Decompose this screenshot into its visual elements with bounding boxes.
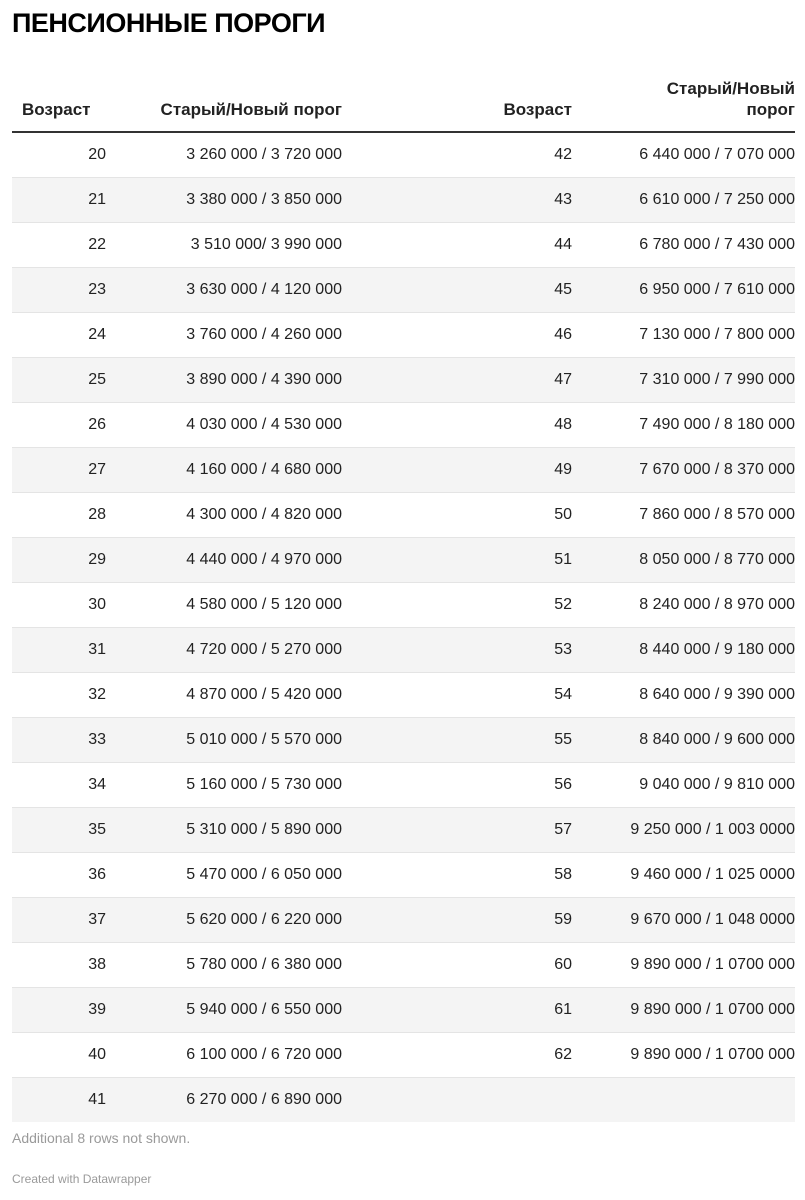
table-row — [12, 1077, 795, 1122]
cell-threshold-right: 6 780 000 / 7 430 000 — [572, 222, 795, 267]
table-body — [12, 132, 795, 1122]
cell-age-left: 30 — [12, 582, 106, 627]
cell-threshold-left: 5 470 000 / 6 050 000 — [106, 852, 342, 897]
table-row — [12, 402, 795, 447]
cell-threshold-right: 8 640 000 / 9 390 000 — [572, 672, 795, 717]
cell-age-right: 52 — [342, 582, 572, 627]
cell-age-right: 46 — [342, 312, 572, 357]
cell-age-right: 56 — [342, 762, 572, 807]
cell-age-right: 58 — [342, 852, 572, 897]
cell-age-right: 45 — [342, 267, 572, 312]
cell-threshold-right: 6 610 000 / 7 250 000 — [572, 177, 795, 222]
cell-age-right: 61 — [342, 987, 572, 1032]
cell-age-right: 47 — [342, 357, 572, 402]
cell-age-right: 51 — [342, 537, 572, 582]
cell-threshold-right: 9 460 000 / 1 025 0000 — [572, 852, 795, 897]
cell-threshold-left: 6 270 000 / 6 890 000 — [106, 1077, 342, 1122]
cell-threshold-left: 6 100 000 / 6 720 000 — [106, 1032, 342, 1077]
table-row — [12, 717, 795, 762]
cell-threshold-left: 3 380 000 / 3 850 000 — [106, 177, 342, 222]
cell-threshold-left: 5 010 000 / 5 570 000 — [106, 717, 342, 762]
cell-threshold-left: 5 160 000 / 5 730 000 — [106, 762, 342, 807]
cell-threshold-left: 4 870 000 / 5 420 000 — [106, 672, 342, 717]
cell-age-left: 25 — [12, 357, 106, 402]
cell-threshold-right: 7 670 000 / 8 370 000 — [572, 447, 795, 492]
cell-threshold-right: 7 310 000 / 7 990 000 — [572, 357, 795, 402]
header-threshold-1[interactable]: Старый/Новый порог — [106, 66, 342, 132]
cell-threshold-right: 9 040 000 / 9 810 000 — [572, 762, 795, 807]
cell-threshold-left: 4 030 000 / 4 530 000 — [106, 402, 342, 447]
cell-age-left: 21 — [12, 177, 106, 222]
table-row — [12, 1032, 795, 1077]
cell-age-right: 53 — [342, 627, 572, 672]
table-row — [12, 807, 795, 852]
cell-threshold-right — [572, 1077, 795, 1122]
cell-age-right: 59 — [342, 897, 572, 942]
header-age-2[interactable]: Возраст — [342, 66, 572, 132]
cell-age-right: 60 — [342, 942, 572, 987]
cell-threshold-right: 8 840 000 / 9 600 000 — [572, 717, 795, 762]
table-row — [12, 537, 795, 582]
cell-threshold-right: 9 890 000 / 1 0700 000 — [572, 1032, 795, 1077]
cell-threshold-left: 5 620 000 / 6 220 000 — [106, 897, 342, 942]
cell-age-left: 39 — [12, 987, 106, 1032]
credit-link[interactable]: Created with Datawrapper — [12, 1172, 152, 1186]
cell-threshold-right: 8 050 000 / 8 770 000 — [572, 537, 795, 582]
cell-threshold-left: 4 720 000 / 5 270 000 — [106, 627, 342, 672]
cell-threshold-right: 6 950 000 / 7 610 000 — [572, 267, 795, 312]
cell-age-left: 31 — [12, 627, 106, 672]
cell-age-right — [342, 1077, 572, 1122]
table-row — [12, 627, 795, 672]
cell-threshold-left: 4 160 000 / 4 680 000 — [106, 447, 342, 492]
cell-threshold-left: 5 310 000 / 5 890 000 — [106, 807, 342, 852]
cell-threshold-left: 3 890 000 / 4 390 000 — [106, 357, 342, 402]
cell-threshold-left: 3 630 000 / 4 120 000 — [106, 267, 342, 312]
cell-threshold-left: 4 300 000 / 4 820 000 — [106, 492, 342, 537]
cell-age-left: 23 — [12, 267, 106, 312]
table-row — [12, 177, 795, 222]
cell-threshold-right: 7 860 000 / 8 570 000 — [572, 492, 795, 537]
cell-threshold-left: 4 580 000 / 5 120 000 — [106, 582, 342, 627]
cell-age-left: 38 — [12, 942, 106, 987]
cell-age-left: 27 — [12, 447, 106, 492]
cell-age-right: 42 — [342, 132, 572, 177]
cell-age-right: 54 — [342, 672, 572, 717]
cell-age-right: 44 — [342, 222, 572, 267]
cell-age-right: 48 — [342, 402, 572, 447]
table-row — [12, 132, 795, 177]
table-row — [12, 942, 795, 987]
table-row — [12, 987, 795, 1032]
cell-age-left: 36 — [12, 852, 106, 897]
cell-threshold-left: 4 440 000 / 4 970 000 — [106, 537, 342, 582]
table-row — [12, 762, 795, 807]
cell-age-right: 57 — [342, 807, 572, 852]
table-row — [12, 582, 795, 627]
cell-threshold-right: 8 240 000 / 8 970 000 — [572, 582, 795, 627]
table-row — [12, 312, 795, 357]
header-threshold-2-text: Старый/Новый порог — [666, 79, 795, 119]
cell-threshold-left: 5 940 000 / 6 550 000 — [106, 987, 342, 1032]
cell-age-left: 35 — [12, 807, 106, 852]
cell-threshold-right: 8 440 000 / 9 180 000 — [572, 627, 795, 672]
cell-age-left: 41 — [12, 1077, 106, 1122]
cell-age-left: 29 — [12, 537, 106, 582]
table-header — [12, 66, 795, 132]
table-row — [12, 267, 795, 312]
table-row — [12, 852, 795, 897]
header-row — [12, 66, 795, 132]
cell-age-right: 55 — [342, 717, 572, 762]
header-threshold-2[interactable] — [572, 66, 795, 132]
cell-age-right: 43 — [342, 177, 572, 222]
cell-threshold-right: 9 250 000 / 1 003 0000 — [572, 807, 795, 852]
cell-threshold-right: 6 440 000 / 7 070 000 — [572, 132, 795, 177]
cell-age-left: 24 — [12, 312, 106, 357]
cell-age-left: 32 — [12, 672, 106, 717]
header-age-1[interactable]: Возраст — [12, 66, 106, 132]
cell-age-left: 26 — [12, 402, 106, 447]
cell-age-left: 34 — [12, 762, 106, 807]
table-row — [12, 447, 795, 492]
cell-age-left: 33 — [12, 717, 106, 762]
table-title: ПЕНСИОННЫЕ ПОРОГИ — [12, 8, 326, 38]
cell-age-right: 50 — [342, 492, 572, 537]
table-row — [12, 672, 795, 717]
cell-threshold-right: 7 490 000 / 8 180 000 — [572, 402, 795, 447]
cell-threshold-right: 7 130 000 / 7 800 000 — [572, 312, 795, 357]
table-row — [12, 897, 795, 942]
cell-age-right: 49 — [342, 447, 572, 492]
cell-threshold-right: 9 670 000 / 1 048 0000 — [572, 897, 795, 942]
cell-threshold-right: 9 890 000 / 1 0700 000 — [572, 987, 795, 1032]
cell-age-right: 62 — [342, 1032, 572, 1077]
rows-hidden-note: Additional 8 rows not shown. — [12, 1130, 191, 1146]
data-table — [12, 66, 795, 1122]
table-row — [12, 357, 795, 402]
cell-threshold-left: 5 780 000 / 6 380 000 — [106, 942, 342, 987]
cell-threshold-left: 3 760 000 / 4 260 000 — [106, 312, 342, 357]
table-row — [12, 222, 795, 267]
table-row — [12, 492, 795, 537]
cell-age-left: 40 — [12, 1032, 106, 1077]
cell-age-left: 22 — [12, 222, 106, 267]
cell-age-left: 28 — [12, 492, 106, 537]
cell-age-left: 37 — [12, 897, 106, 942]
cell-age-left: 20 — [12, 132, 106, 177]
cell-threshold-left: 3 260 000 / 3 720 000 — [106, 132, 342, 177]
cell-threshold-left: 3 510 000/ 3 990 000 — [106, 222, 342, 267]
cell-threshold-right: 9 890 000 / 1 0700 000 — [572, 942, 795, 987]
